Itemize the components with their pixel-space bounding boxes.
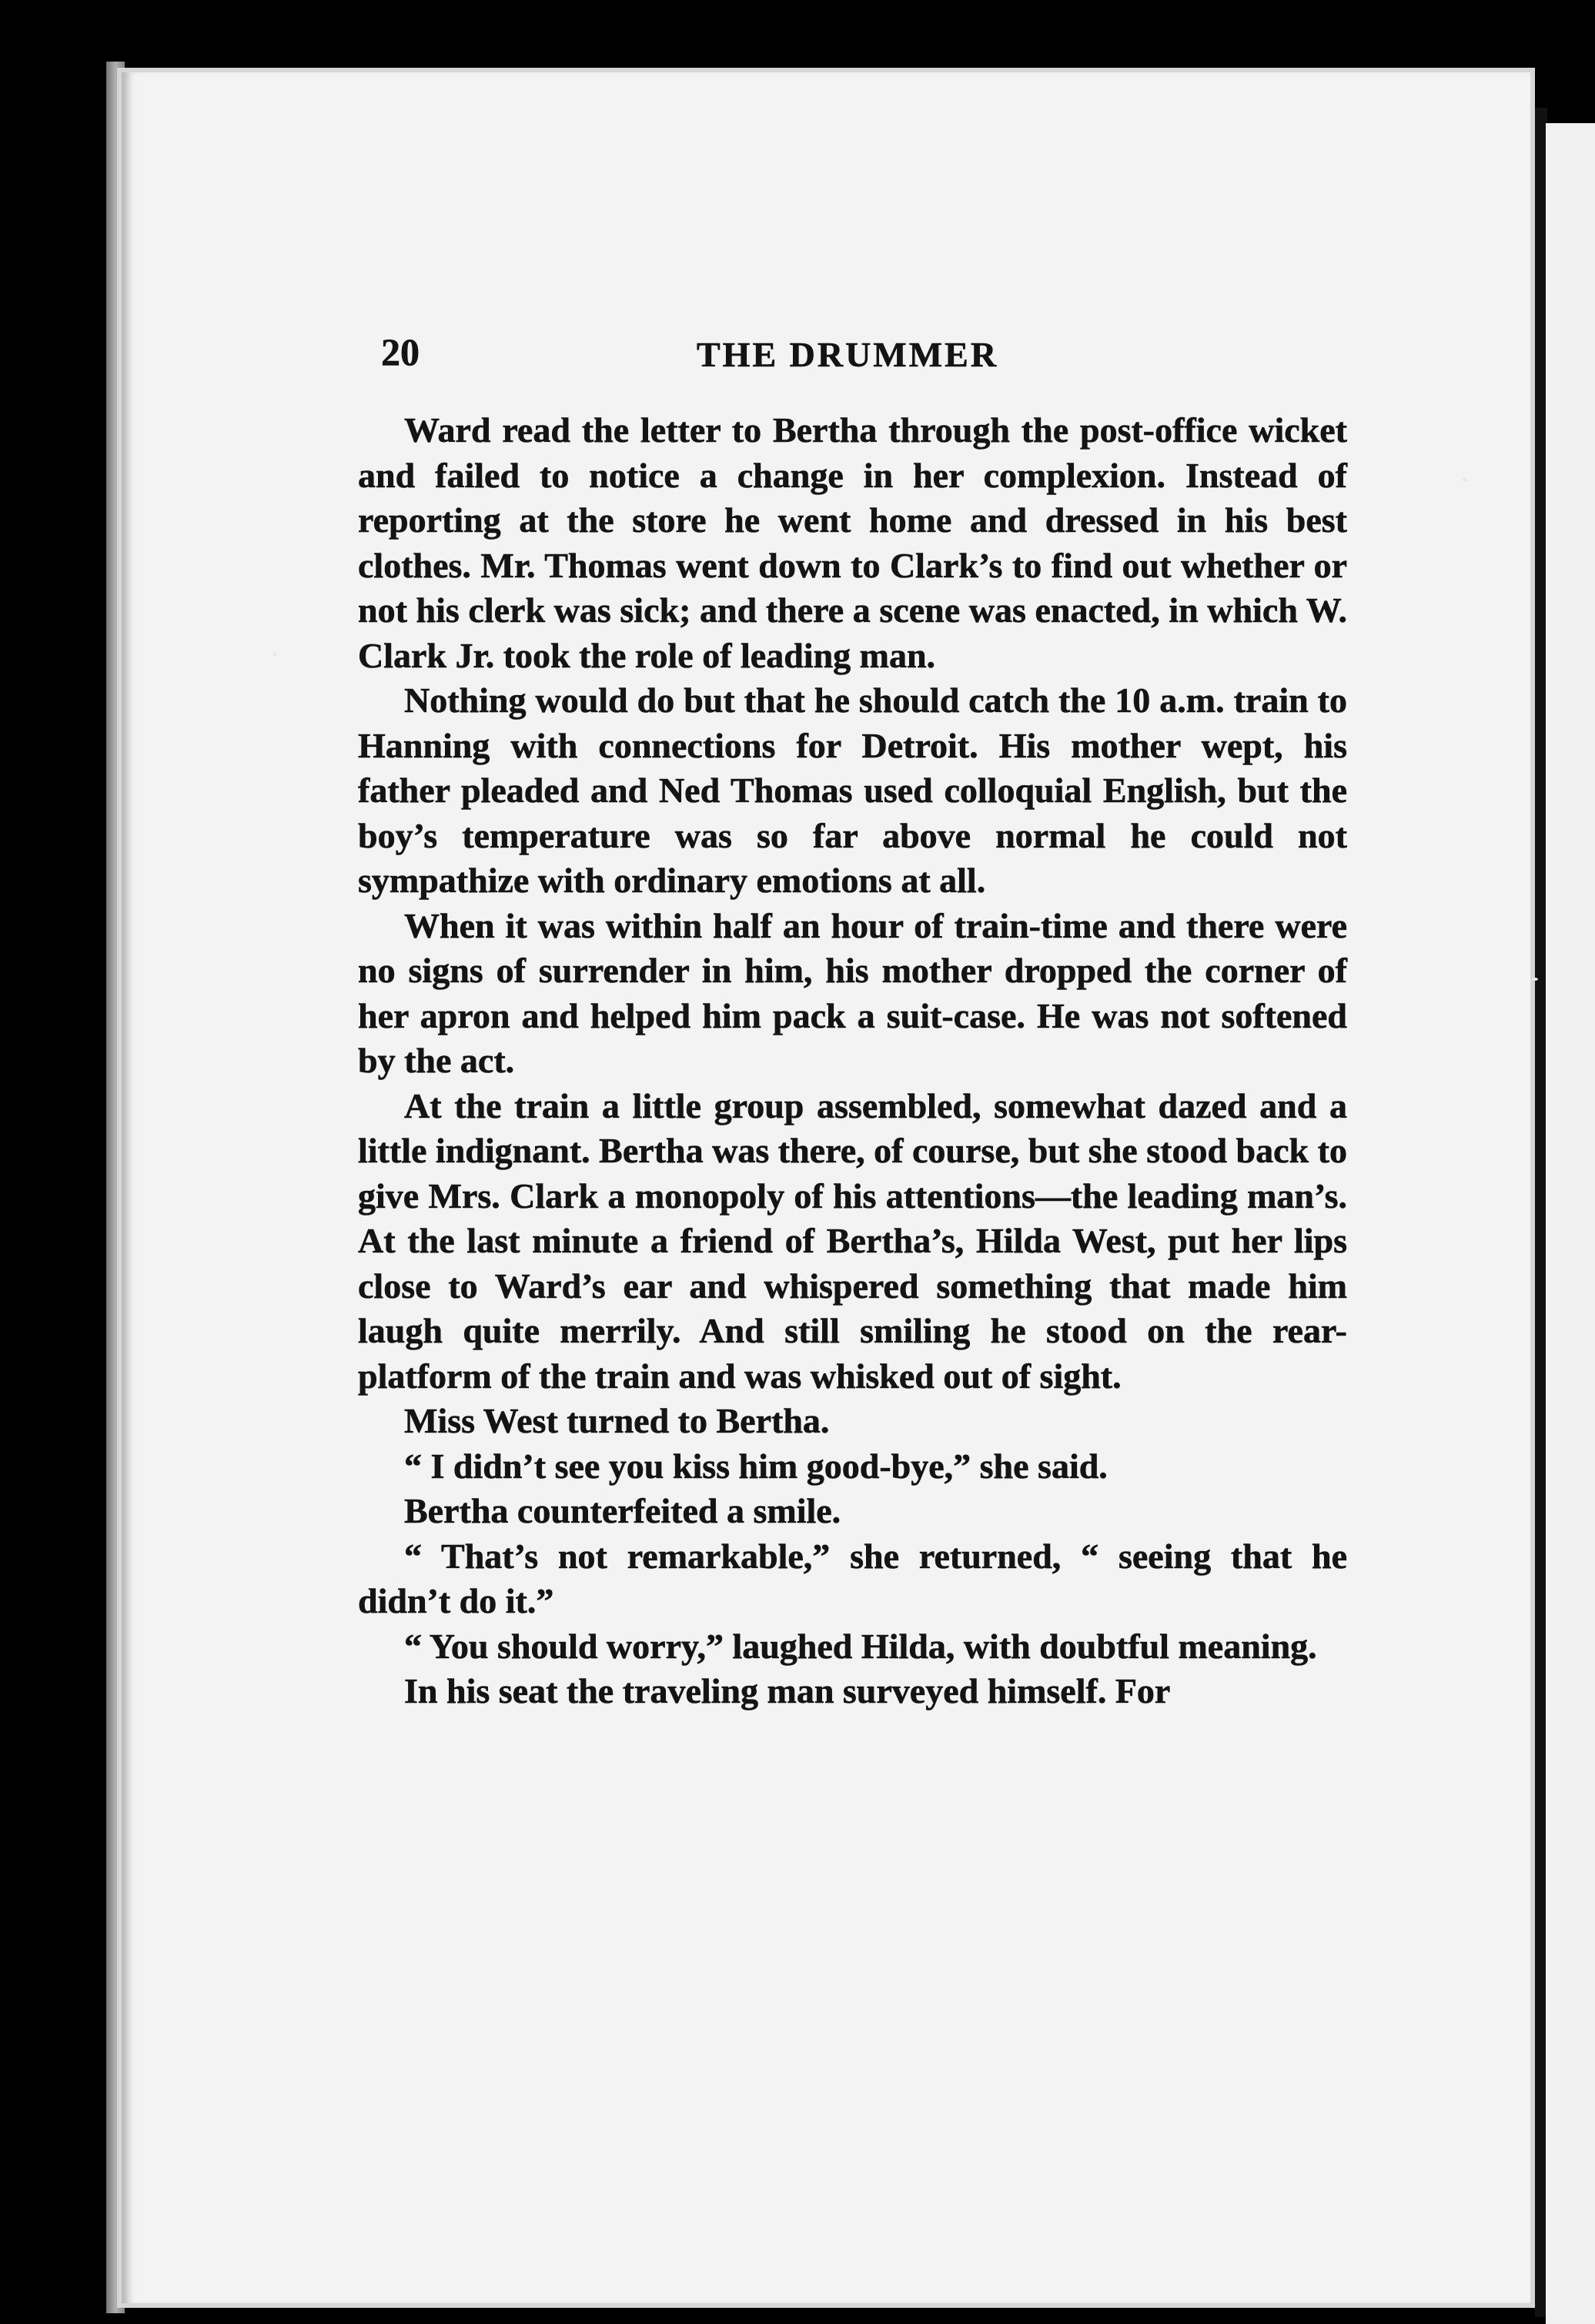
page-number: 20 <box>381 330 420 373</box>
scan-speck <box>1463 477 1467 482</box>
paragraph: Miss West turned to Bertha. <box>404 1401 830 1440</box>
paragraph: Nothing would do but that he should catch the 10 a.m. train to Hanning with connections for Detroit. His mother wept, his father pleaded and Ned Thomas used colloquial English, but the boy’s temperature was so far above normal he could not sympathize with ordinary emotions at all. <box>358 680 1347 900</box>
running-head <box>358 323 1347 377</box>
paragraph: Bertha counterfeited a smile. <box>404 1491 841 1530</box>
paragraph: Ward read the letter to Bertha through the post-office wicket and failed to notice a change in her complexion. Instead of reporting at the store he went home and dressed in his best clothes. Mr. Thomas went down to Clark’s to find out whether or not his clerk was sick; and there a scene was enacted, in which W. Clark Jr. took the role of leading man. <box>358 410 1347 675</box>
paragraph: “ That’s not remarkable,” she returned, “ seeing that he didn’t do it.” <box>358 1536 1347 1620</box>
paragraph: When it was within half an hour of train-time and there were no signs of surrender in him, his mother dropped the corner of her apron and helped him pack a suit-case. He was not softened by the act. <box>358 905 1347 1080</box>
next-page-edge <box>1546 123 1595 2324</box>
paragraph: At the train a little group assembled, somewhat dazed and a little indignant. Bertha was there, of course, but she stood back to give Mrs. Clark a monopoly of his attentions—the leading man’s. At the last minute a friend of Bertha’s, Hilda West, put her lips close to Ward’s ear and whispered something that made him laugh quite merrily. And still smiling he stood on the rear-platform of the train and was whisked out of sight. <box>358 1085 1347 1396</box>
page-text <box>358 323 1347 1714</box>
paragraph: “ I didn’t see you kiss him good-bye,” she said. <box>404 1446 1108 1486</box>
scan-speck <box>273 653 277 657</box>
scan-speck <box>1532 978 1538 981</box>
paragraph: In his seat the traveling man surveyed himself. For <box>404 1671 1171 1710</box>
paragraph: “ You should worry,” laughed Hilda, with doubtful meaning. <box>404 1626 1317 1666</box>
book-title: THE DRUMMER <box>697 335 999 374</box>
